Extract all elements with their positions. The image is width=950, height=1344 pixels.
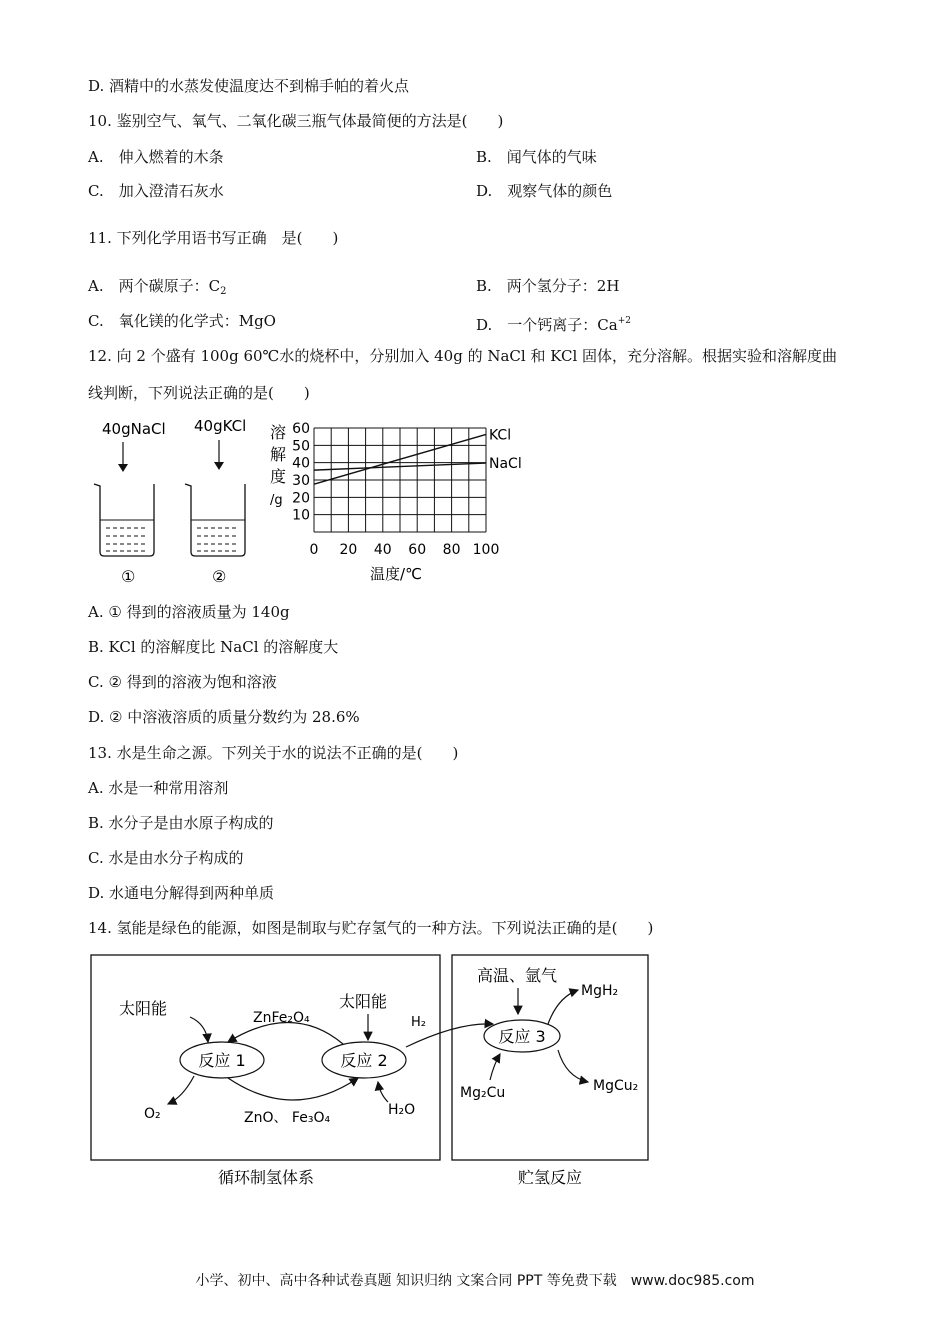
- reaction1-label: 反应 1: [198, 1051, 246, 1070]
- hydrogen-cycle-diagram: [88, 952, 654, 1192]
- y-tick-label: 60: [292, 421, 310, 437]
- q13-stem: 13. 水是生命之源。下列关于水的说法不正确的是( ): [88, 744, 459, 762]
- q10-stem: 10. 鉴别空气、氧气、二氧化碳三瓶气体最简便的方法是( ): [88, 112, 504, 130]
- q12-option-c: C. ② 得到的溶液为饱和溶液: [88, 673, 277, 691]
- q12-stem-line2: 线判断，下列说法正确的是( ): [88, 384, 310, 402]
- y-axis-label-char: 度: [270, 467, 287, 486]
- series-label-kcl: KCl: [489, 427, 512, 444]
- chart-y-ticks: [292, 421, 310, 524]
- mgcu2-label: MgCu₂: [593, 1078, 639, 1094]
- h2o-label: H₂O: [388, 1102, 416, 1118]
- beaker1-number: ①: [121, 567, 136, 586]
- solubility-chart: [266, 414, 536, 586]
- mg2cu-label: Mg₂Cu: [460, 1085, 506, 1101]
- y-axis-label-char: /g: [270, 493, 283, 508]
- q12-option-b: B. KCl 的溶解度比 NaCl 的溶解度大: [88, 638, 339, 656]
- q12-option-d: D. ② 中溶液溶质的质量分数约为 28.6%: [88, 708, 360, 726]
- y-axis-label-char: 溶: [270, 423, 287, 442]
- x-tick-label: 20: [339, 542, 358, 558]
- chart-series: [314, 427, 522, 484]
- beaker2: [185, 484, 245, 556]
- q13-option-b: B. 水分子是由水原子构成的: [88, 814, 274, 832]
- q11-option-b: B. 两个氢分子：2H: [476, 277, 620, 295]
- x-tick-label: 60: [408, 542, 427, 558]
- y-tick-label: 30: [292, 473, 310, 489]
- chart-ylabel: [270, 423, 286, 508]
- condition-label: 高温、氩气: [477, 966, 558, 985]
- mgh2-label: MgH₂: [581, 983, 619, 999]
- beaker2-label: 40gKCl: [194, 417, 247, 435]
- storage-box: [452, 955, 648, 1160]
- q13-option-d: D. 水通电分解得到两种单质: [88, 884, 275, 902]
- o2-label: O₂: [144, 1106, 161, 1122]
- solar-energy-2: 太阳能: [339, 992, 388, 1011]
- q9-option-d: D. 酒精中的水蒸发使温度达不到棉手帕的着火点: [88, 77, 410, 95]
- q13-option-a: A. 水是一种常用溶剂: [88, 779, 229, 797]
- solar-energy-1: 太阳能: [119, 999, 168, 1018]
- caption-cycle: 循环制氢体系: [217, 1168, 315, 1187]
- y-axis-label-char: 解: [270, 445, 287, 464]
- beaker2-number: ②: [212, 567, 227, 586]
- y-tick-label: 20: [292, 490, 310, 507]
- zno-fe3o4-label: ZnO、 Fe₃O₄: [244, 1110, 331, 1126]
- caption-storage: 贮氢反应: [517, 1168, 583, 1187]
- q14-stem: 14. 氢能是绿色的能源，如图是制取与贮存氢气的一种方法。下列说法正确的是( ): [88, 919, 654, 937]
- series-label-nacl: NaCl: [489, 456, 522, 473]
- q11-option-d: D. 一个钙离子：$Ca^{+2}$: [476, 316, 631, 334]
- x-tick-label: 40: [373, 542, 392, 558]
- h2-label: H₂: [411, 1015, 426, 1030]
- chart-x-ticks: [310, 542, 500, 558]
- y-tick-label: 40: [292, 455, 310, 472]
- q12-stem-line1: 12. 向 2 个盛有 100g 60℃水的烧杯中，分别加入 40g 的 NaCl 和 KCl 固体，充分溶解。根据实验和溶解度曲: [88, 347, 838, 365]
- x-tick-label: 100: [472, 542, 500, 558]
- znfe2o4-label: ZnFe₂O₄: [253, 1010, 310, 1026]
- beaker1: [94, 484, 154, 556]
- y-tick-label: 10: [292, 507, 310, 524]
- beaker1-label: 40gNaCl: [102, 420, 166, 438]
- beakers-figure: [86, 412, 266, 592]
- q10-option-d: D. 观察气体的颜色: [476, 182, 613, 200]
- chart-xlabel: 温度/℃: [370, 565, 422, 583]
- footer-text: 小学、初中、高中各种试卷真题 知识归纳 文案合同 PPT 等免费下载 www.doc985.com: [195, 1273, 755, 1289]
- q11-stem: 11. 下列化学用语书写正确 是( ): [88, 229, 339, 247]
- y-tick-label: 50: [292, 438, 310, 455]
- q10-option-b: B. 闻气体的气味: [476, 148, 597, 166]
- reaction3-label: 反应 3: [498, 1027, 546, 1046]
- cycle-box: [91, 955, 440, 1160]
- q11-option-c: C. 氧化镁的化学式：MgO: [88, 312, 276, 330]
- x-tick-label: 80: [442, 542, 461, 558]
- reaction2-label: 反应 2: [340, 1051, 388, 1070]
- x-tick-label: 0: [309, 542, 319, 558]
- q13-option-c: C. 水是由水分子构成的: [88, 849, 244, 867]
- q10-option-c: C. 加入澄清石灰水: [88, 182, 224, 200]
- q11-option-a: A. 两个碳原子：$C_2$: [88, 277, 227, 297]
- chart-grid: [314, 428, 486, 532]
- q12-option-a: A. ① 得到的溶液质量为 140g: [88, 603, 290, 621]
- q10-option-a: A. 伸入燃着的木条: [88, 148, 224, 166]
